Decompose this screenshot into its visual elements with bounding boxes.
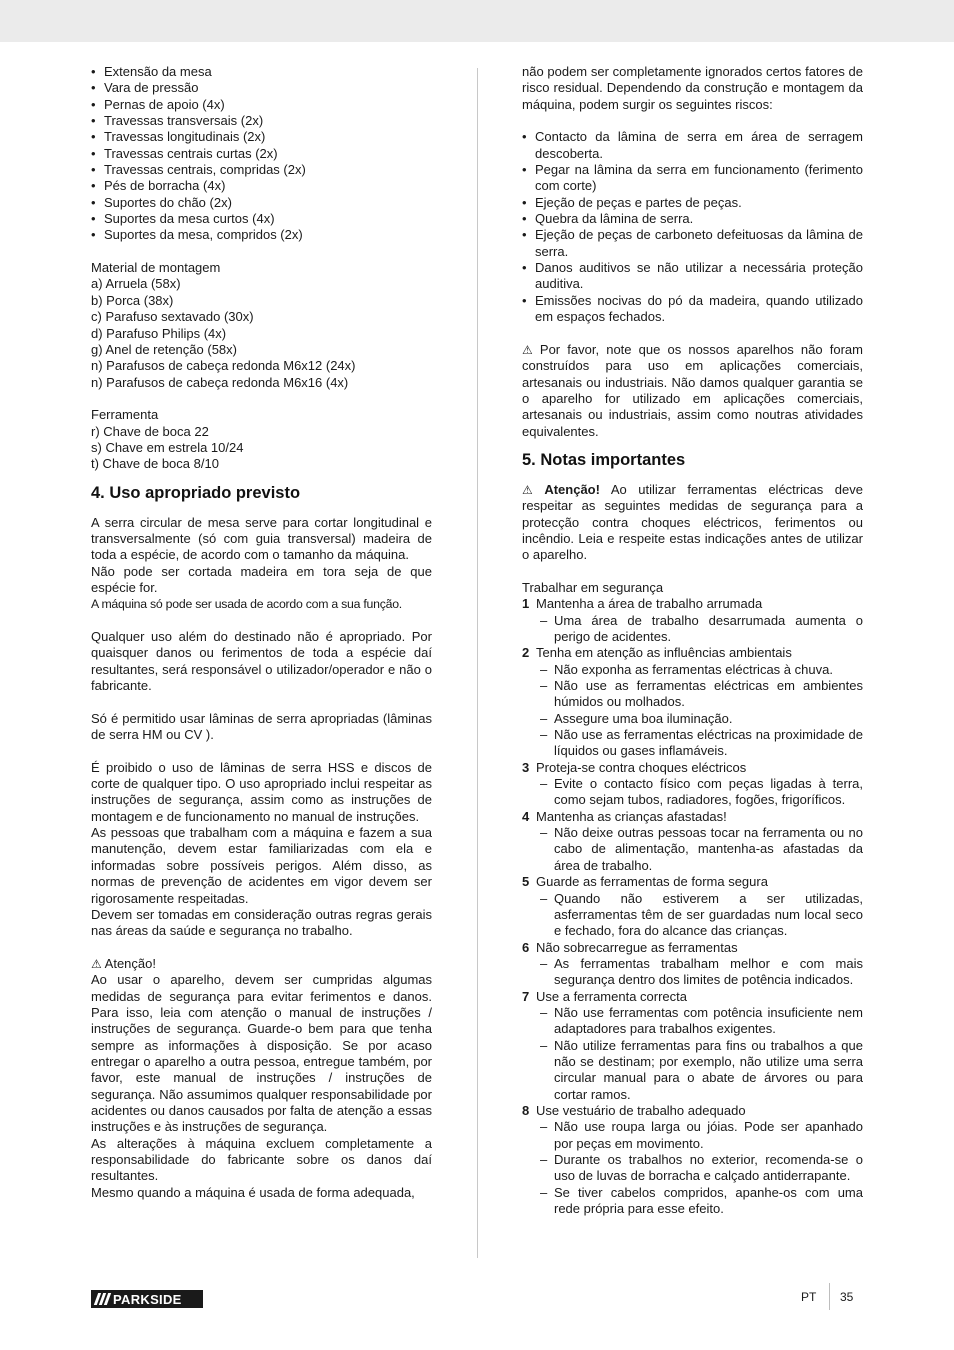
list-item: n) Parafusos de cabeça redonda M6x16 (4x) (91, 374, 349, 390)
list-item: • Emissões nocivas do pó da madeira, quando utilizado em espaços fechados. (522, 293, 863, 326)
item-title: Não sobrecarregue as ferramentas (536, 939, 738, 955)
list-item: • Travessas transversais (2x) (91, 113, 432, 129)
safety-item (522, 809, 863, 825)
list-item: • Quebra da lâmina de serra. (522, 211, 863, 227)
paragraph: Não pode ser cortada madeira em tora seja de que espécie for. (91, 563, 432, 595)
paragraph: A serra circular de mesa serve para cortar longitudinal e transversalmente (só com guia transversal) madeira de toda a espécie, de acordo com o tamanho da máquina. (91, 514, 432, 563)
safety-subitem: – Quando não estiverem a ser utilizadas, asferramentas têm de ser guardadas num local seco e fechado, fora do alcance das crianças. (522, 891, 863, 940)
risk-list (522, 129, 863, 325)
paragraph (522, 482, 863, 564)
safety-subitem: – Assegure uma boa iluminação. (522, 711, 863, 727)
item-title: Tenha em atenção as influências ambientais (536, 645, 792, 661)
logo-stripes-icon (91, 1290, 113, 1308)
warning-triangle-icon: ⚠ (522, 342, 533, 357)
paragraph: Ao usar o aparelho, devem ser cumpridas algumas medidas de segurança para evitar ferimentos e danos. Para isso, leia com atenção o manual de instruções / instruções de segurança. Guarde-o bem para que tenha sempre as informações à disposição. Se por acaso entregar o aparelho a outra pessoa, entregue também, por favor, este manual de instruções / instruções de segurança. Não assumimos qualquer responsabilidade por acidentes ou danos causados por falta de atenção a essas instruções e às instruções de segurança. (91, 972, 432, 1135)
safety-item (522, 760, 863, 776)
safety-subitem: – Não use as ferramentas eléctricas em ambientes húmidos ou molhados. (522, 678, 863, 711)
list-item: r) Chave de boca 22 (91, 423, 209, 439)
safety-item (522, 1103, 863, 1119)
safety-subitem: – Uma área de trabalho desarrumada aumenta o perigo de acidentes. (522, 613, 863, 646)
item-number: 7 (522, 988, 530, 1004)
right-column (522, 64, 863, 1217)
attention-label: Atenção! (104, 955, 156, 971)
assembly-list (91, 276, 432, 390)
safety-title: Trabalhar em segurança (522, 579, 664, 595)
safety-subitem: – Não use roupa larga ou jóias. Pode ser apanhado por peças em movimento. (522, 1119, 863, 1152)
assembly-title: Material de montagem (91, 260, 221, 276)
paragraph-text: Por favor, note que os nossos aparelhos não foram construídos para uso em aplicações comerciais, artesanais ou industriais. Não damos qualquer garantia se o aparelho for utilizado em aplicações comerciais, artesanais ou industriais, assim como noutras atividades equivalentes. (522, 341, 863, 439)
safety-item (522, 989, 863, 1005)
list-item: • Danos auditivos se não utilizar a necessária proteção auditiva. (522, 260, 863, 293)
list-item: s) Chave em estrela 10/24 (91, 439, 244, 455)
safety-subitem: – As ferramentas trabalham melhor e com mais segurança dentro dos limites de potência indicados. (522, 956, 863, 989)
safety-item (522, 940, 863, 956)
list-item: • Travessas centrais curtas (2x) (91, 146, 432, 162)
item-number: 5 (522, 874, 530, 890)
list-item: a) Arruela (58x) (91, 276, 181, 292)
list-item: • Suportes da mesa curtos (4x) (91, 211, 432, 227)
paragraph: não podem ser completamente ignorados certos fatores de risco residual. Dependendo da construção e montagem da máquina, podem surgir os seguintes riscos: (522, 64, 863, 112)
item-title: Mantenha a área de trabalho arrumada (536, 596, 763, 612)
list-item: n) Parafusos de cabeça redonda M6x12 (24x) (91, 358, 356, 374)
safety-subitem: – Durante os trabalhos no exterior, recomenda-se o uso de luvas de borracha e calçado antiderrapante. (522, 1152, 863, 1185)
safety-subitem: – Não exponha as ferramentas eléctricas à chuva. (522, 662, 863, 678)
item-title: Use vestuário de trabalho adequado (536, 1102, 746, 1118)
safety-subitem: – Não utilize ferramentas para fins ou trabalhos a que não se destinam; por exemplo, não utilize uma serra circular manual para o abate de árvores ou para cortar ramos. (522, 1038, 863, 1103)
safety-subitem: – Não use ferramentas com potência insuficiente nem adaptadores para trabalhos exigentes. (522, 1005, 863, 1038)
list-item: t) Chave de boca 8/10 (91, 456, 219, 472)
footer-divider (829, 1283, 830, 1310)
item-number: 8 (522, 1102, 530, 1118)
list-item: • Travessas centrais, compridas (2x) (91, 162, 432, 178)
item-number: 3 (522, 759, 530, 775)
attention-label: Atenção! (544, 481, 600, 497)
list-item: • Travessas longitudinais (2x) (91, 129, 432, 145)
page-number: 35 (840, 1290, 854, 1304)
list-item: • Pegar na lâmina da serra em funcionamento (ferimento com corte) (522, 162, 863, 195)
item-title: Guarde as ferramentas de forma segura (536, 874, 768, 890)
list-item: d) Parafuso Philips (4x) (91, 325, 227, 341)
brand-name: PARKSIDE (113, 1291, 182, 1307)
list-item: • Pernas de apoio (4x) (91, 97, 432, 113)
parts-list (91, 64, 432, 244)
list-item: • Ejeção de peças e partes de peças. (522, 195, 863, 211)
paragraph-text: Ao utilizar ferramentas eléctricas deve respeitar as seguintes medidas de segurança para a protecção contra choques eléctricos, ferimentos ou incêndio. Leia e respeite estas indicações antes de utilizar o aparelho. (522, 481, 863, 563)
attention-line (91, 956, 432, 972)
paragraph (522, 342, 863, 440)
list-item: • Suportes do chão (2x) (91, 195, 432, 211)
section-5-heading: 5. Notas importantes (522, 450, 686, 469)
safety-subitem: – Não deixe outras pessoas tocar na ferramenta ou no cabo de alimentação, mantenha-as afastadas da área de trabalho. (522, 825, 863, 874)
paragraph: A máquina só pode ser usada de acordo com a sua função. (91, 597, 402, 612)
list-item: • Ejeção de peças de carboneto defeituosas da lâmina de serra. (522, 227, 863, 260)
paragraph: As pessoas que trabalham com a máquina e fazem a sua manutenção, devem estar familiarizadas com ela e informadas sobre possíveis perigos. Além disso, as normas de prevenção de acidentes em vigor devem ser rigorosamente respeitadas. (91, 825, 432, 906)
left-column (91, 64, 432, 1201)
list-item: g) Anel de retenção (58x) (91, 341, 237, 357)
item-title: Mantenha as crianças afastadas! (536, 808, 727, 824)
header-bar (0, 0, 954, 42)
tools-list (91, 424, 432, 473)
warning-triangle-icon: ⚠ (522, 482, 533, 497)
parkside-logo (91, 1290, 203, 1308)
paragraph: É proibido o uso de lâminas de serra HSS e discos de corte de qualquer tipo. O uso apropriado inclui respeitar as instruções de segurança, assim como as instruções de montagem e de funcionamento no manual de instruções. (91, 759, 432, 824)
safety-list (522, 596, 863, 1217)
list-item: • Extensão da mesa (91, 64, 432, 80)
item-number: 1 (522, 596, 530, 612)
safety-item (522, 596, 863, 612)
safety-subitem: – Evite o contacto físico com peças ligadas à terra, como sejam tubos, radiadores, fogões, frigoríficos. (522, 776, 863, 809)
item-number: 2 (522, 645, 530, 661)
list-item: b) Porca (38x) (91, 292, 174, 308)
list-item: • Vara de pressão (91, 80, 432, 96)
item-number: 6 (522, 939, 530, 955)
column-divider (477, 68, 478, 1258)
safety-item (522, 874, 863, 890)
tools-title: Ferramenta (91, 407, 159, 423)
safety-subitem: – Se tiver cabelos compridos, apanhe-os com uma rede própria para esse efeito. (522, 1185, 863, 1218)
language-code: PT (801, 1290, 817, 1304)
paragraph: Devem ser tomadas em consideração outras regras gerais nas áreas da saúde e segurança no trabalho. (91, 906, 432, 939)
paragraph: Mesmo quando a máquina é usada de forma adequada, (91, 1184, 415, 1200)
list-item: • Contacto da lâmina de serra em área de serragem descoberta. (522, 129, 863, 162)
section-4-heading: 4. Uso apropriado previsto (91, 483, 301, 502)
safety-subitem: – Não use as ferramentas eléctricas na proximidade de líquidos ou gases inflamáveis. (522, 727, 863, 760)
item-number: 4 (522, 808, 530, 824)
list-item: • Suportes da mesa, compridos (2x) (91, 227, 432, 243)
safety-item (522, 645, 863, 661)
list-item: • Pés de borracha (4x) (91, 178, 432, 194)
list-item: c) Parafuso sextavado (30x) (91, 309, 254, 325)
paragraph: Só é permitido usar lâminas de serra apropriadas (lâminas de serra HM ou CV ). (91, 710, 432, 743)
warning-triangle-icon: ⚠ (91, 956, 102, 971)
paragraph: Qualquer uso além do destinado não é apropriado. Por quaisquer danos ou ferimentos de toda a espécie daí resultantes, será responsável o utilizador/operador e não o fabricante. (91, 629, 432, 694)
item-title: Use a ferramenta correcta (536, 988, 688, 1004)
item-title: Proteja-se contra choques eléctricos (536, 759, 747, 775)
paragraph: As alterações à máquina excluem completamente a responsabilidade do fabricante sobre os danos daí resultantes. (91, 1135, 432, 1184)
